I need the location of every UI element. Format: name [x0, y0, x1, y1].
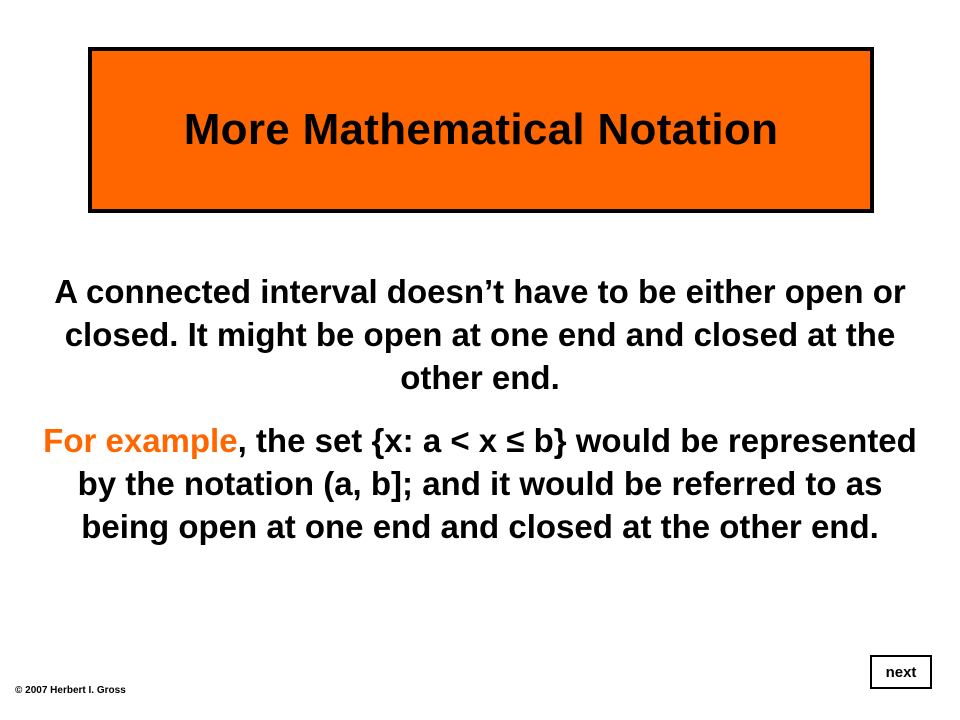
example-lead: For example — [43, 422, 238, 459]
example-body: , the set {x: a < x ≤ b} would be represented by the notation (a, b]; and it would be referred to as being open at one end and closed at the other end. — [77, 422, 917, 545]
next-button[interactable]: next — [870, 655, 932, 689]
page-title: More Mathematical Notation — [183, 105, 779, 154]
intro-paragraph: A connected interval doesn’t have to be either open or closed. It might be open at one end and closed at the other end. — [54, 273, 906, 396]
example-paragraph — [40, 419, 920, 548]
copyright-notice: © 2007 Herbert I. Gross — [15, 685, 126, 696]
title-banner — [88, 47, 874, 213]
